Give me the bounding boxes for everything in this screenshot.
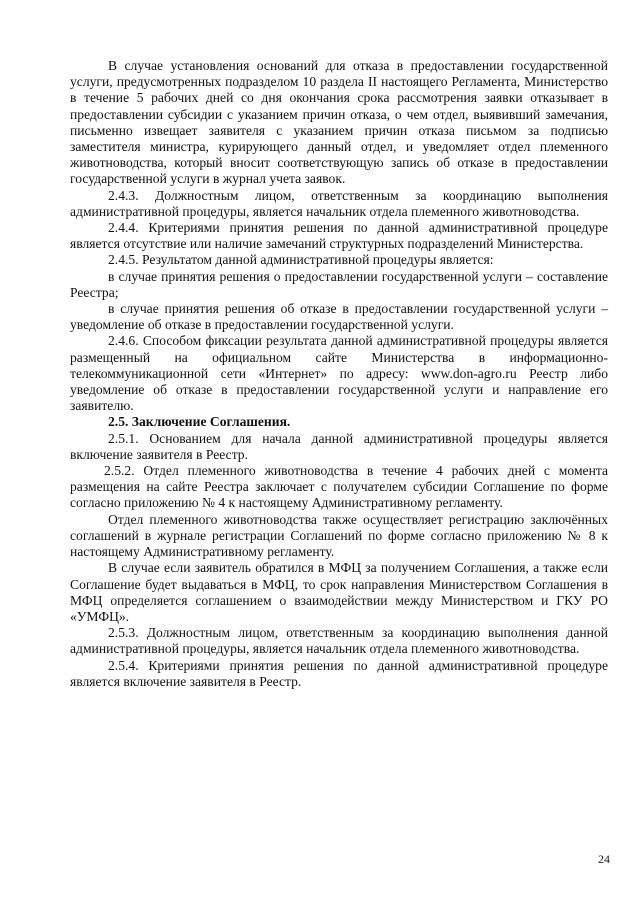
paragraph-2-4-6: 2.4.6. Способом фиксации результата данной административной процедуры является размещенный на официальном сайте Министерства в информационно-телекоммуникационной сети «Интернет» по адресу: www.don-agro.ru Реестр либо уведомление об отказе в предоставлении государственной услуги и направление его заявителю. [70, 333, 608, 414]
paragraph-2-5-3: 2.5.3. Должностным лицом, ответственным за координацию выполнения данной административной процедуры, является начальник отдела племенного животноводства. [70, 625, 608, 657]
paragraph-refusal-case: В случае установления оснований для отказа в предоставлении государственной услуги, предусмотренных подразделом 10 раздела II настоящего Регламента, Министерство в течение 5 рабочих дней со дня окончания срока рассмотрения заявки отказывает в предоставлении субсидии с указанием причин отказа, о чем отдел, выявивший замечания, письменно извещает заявителя с указанием причин отказа письмом за подписью заместителя министра, курирующего данный отдел, и уведомляет отдел племенного животноводства, который вносит соответствующую запись об отказе в предоставлении государственной услуги в журнал учета заявок. [70, 58, 608, 187]
paragraph-registration: Отдел племенного животноводства также осуществляет регистрацию заключённых соглашений в журнале регистрации Соглашений по форме согласно приложению № 8 к настоящему Административному регламенту. [70, 511, 608, 560]
paragraph-mfc: В случае если заявитель обратился в МФЦ за получением Соглашения, а также если Соглашение будет выдаваться в МФЦ, то срок направления Министерством Соглашения в МФЦ определяется соглашением о взаимодействии между Министерством и ГКУ РО «УМФЦ». [70, 560, 608, 624]
paragraph-2-4-3: 2.4.3. Должностным лицом, ответственным за координацию выполнения административной процедуры, является начальник отдела племенного животноводства. [70, 187, 608, 219]
document-page [70, 58, 608, 690]
paragraph-2-5-1: 2.5.1. Основанием для начала данной административной процедуры является включение заявителя в Реестр. [70, 430, 608, 462]
paragraph-result-registry: в случае принятия решения о предоставлении государственной услуги – составление Реестра; [70, 268, 608, 300]
section-heading-2-5: 2.5. Заключение Соглашения. [108, 414, 291, 430]
paragraph-2-5-2: 2.5.2. Отдел племенного животноводства в течение 4 рабочих дней с момента размещения на сайте Реестра заключает с получателем субсидии Соглашение по форме согласно приложению № 4 к настоящему Административному регламенту. [70, 463, 608, 511]
paragraph-2-4-4: 2.4.4. Критериями принятия решения по данной административной процедуре является отсутствие или наличие замечаний структурных подразделений Министерства. [70, 220, 608, 252]
paragraph-result-refusal: в случае принятия решения об отказе в предоставлении государственной услуги – уведомление об отказе в предоставлении государственной услуги. [70, 301, 608, 333]
page-number: 24 [598, 852, 610, 866]
paragraph-2-4-5: 2.4.5. Результатом данной административной процедуры является: [108, 252, 494, 268]
paragraph-2-5-4: 2.5.4. Критериями принятия решения по данной административной процедуре является включение заявителя в Реестр. [70, 657, 608, 689]
